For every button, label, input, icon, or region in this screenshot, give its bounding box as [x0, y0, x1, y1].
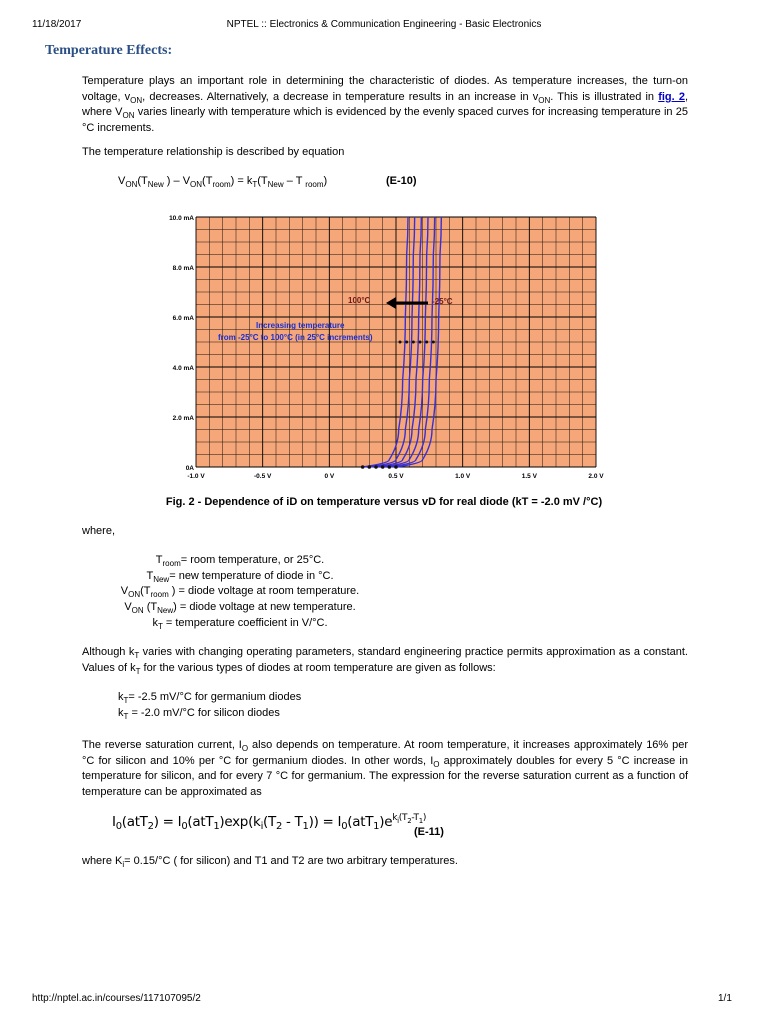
- definition-von-tnew: $V_{ON}$ $(T_{New})$ = diode voltage at new temperature.: [124, 601, 356, 616]
- print-date: 11/18/2017: [32, 19, 82, 30]
- intro-paragraph: Temperature plays an important role in determining the characteristic of diodes. As temperature increases, the turn-on voltage, $v_{ON}$, decreases. Alternatively, a decrease in temperature results in an increase in $v_{ON}$. This is illustrated in fig. 2, where $V_{ON}$ varies linearly with temperature which is evidenced by the evenly spaced curves for increasing temperature in 25 °C increments.: [82, 75, 688, 135]
- curve-origin-point: [394, 465, 398, 469]
- x-tick-label: 1.0 V: [455, 473, 471, 480]
- curve-mid-point: [432, 341, 435, 344]
- page-number: 1/1: [718, 993, 732, 1004]
- curve-origin-point: [361, 465, 365, 469]
- y-tick-label: 2.0 mA: [172, 415, 194, 422]
- fig2-link[interactable]: fig. 2: [658, 90, 685, 103]
- saturation-current-paragraph: The reverse saturation current, $I_O$ also depends on temperature. At room temperature, it increases approximately 16% per °C for silicon and 10% per °C for germanium diodes. In other words, $I_O$ approximately doubles for every 5 °C increase in temperature for silicon, and for every 7 °C for germanium. The expression for the reverse saturation current as a function of temperature can be approximated as: [82, 739, 689, 799]
- x-tick-label: 2.0 V: [588, 473, 604, 480]
- definition-von-troom: $V_{ON}(T_{room}$ ) = diode voltage at room temperature.: [120, 585, 360, 600]
- definitions-list: [110, 553, 370, 632]
- curve-origin-point: [388, 465, 392, 469]
- where-label: where,: [82, 525, 116, 537]
- x-tick-label: 0 V: [324, 473, 335, 480]
- y-tick-label: 0A: [185, 465, 194, 472]
- page-url: http://nptel.ac.in/courses/117107095/2: [32, 993, 201, 1004]
- hot-temp-label: 100°C: [348, 296, 371, 305]
- curve-origin-point: [374, 465, 378, 469]
- definition-troom: $T_{room}=$ room temperature, or 25°C.: [155, 554, 325, 568]
- curve-mid-point: [405, 341, 408, 344]
- grid-lines: [196, 217, 596, 467]
- section-title: Temperature Effects:: [45, 43, 173, 58]
- equation-e11-label: (E-11): [414, 826, 444, 838]
- equation-e11: $I_0(atT_2) = I_0(atT_1)\exp(k_i(T_2 - T_1)) = I_0(atT_1)e^{k_i(T_2-T_1)}$: [112, 813, 427, 832]
- x-tick-label: -0.5 V: [253, 473, 272, 480]
- curve-origin-point: [368, 465, 372, 469]
- y-tick-label: 8.0 mA: [172, 265, 194, 272]
- y-axis-ticks: [169, 215, 194, 472]
- ki-paragraph: where $K_i= 0.15/^\circ C$ ( for silicon) and T1 and T2 are two arbitrary temperatures.: [82, 855, 458, 869]
- definition-tnew: $T_{New}=$ new temperature of diode in °C.: [146, 569, 334, 584]
- equation-e10: $V_{ON}(T_{New}$ ) – $V_{ON}(T_{room}) = k_T(T_{New} - T$ $_{room}$): [118, 175, 328, 189]
- equation-intro: The temperature relationship is described by equation: [82, 146, 345, 158]
- x-tick-label: 0.5 V: [388, 473, 404, 480]
- curve-origin-point: [381, 465, 385, 469]
- curve-mid-point: [412, 341, 415, 344]
- x-axis-ticks: [187, 473, 604, 480]
- note-line-1: Increasing temperature: [256, 321, 345, 330]
- page-header-title: NPTEL :: Electronics & Communication Engineering - Basic Electronics: [226, 19, 542, 30]
- definition-kt: $k_T$ = temperature coefficient in V/°C.: [152, 616, 328, 631]
- kt-silicon: $k_T = -2.0$ mV/°C for silicon diodes: [118, 707, 280, 721]
- kt-germanium: $k_T= -2.5$ mV/°C for germanium diodes: [118, 691, 302, 705]
- y-tick-label: 10.0 mA: [169, 215, 194, 222]
- x-tick-label: 1.5 V: [521, 473, 537, 480]
- y-tick-label: 4.0 mA: [172, 365, 194, 372]
- equation-e10-label: (E-10): [386, 175, 417, 187]
- curve-mid-point: [419, 341, 422, 344]
- curve-mid-point: [425, 341, 428, 344]
- x-tick-label: -1.0 V: [187, 473, 205, 480]
- cold-temp-label: -25°C: [432, 297, 453, 306]
- y-tick-label: 6.0 mA: [172, 315, 194, 322]
- diode-temperature-chart: [150, 208, 620, 488]
- figure-caption: Fig. 2 - Dependence of iD on temperature versus vD for real diode (kT = -2.0 mV /°C): [165, 496, 603, 508]
- kt-paragraph: Although $k_T$ varies with changing operating parameters, standard engineering practice permits approximation as a constant. Values of $k_T$ for the various types of diodes at room temperature are given as follows:: [82, 646, 688, 676]
- curve-mid-point: [399, 341, 402, 344]
- note-line-2: from -25°C to 100°C (in 25°C increments): [218, 333, 373, 342]
